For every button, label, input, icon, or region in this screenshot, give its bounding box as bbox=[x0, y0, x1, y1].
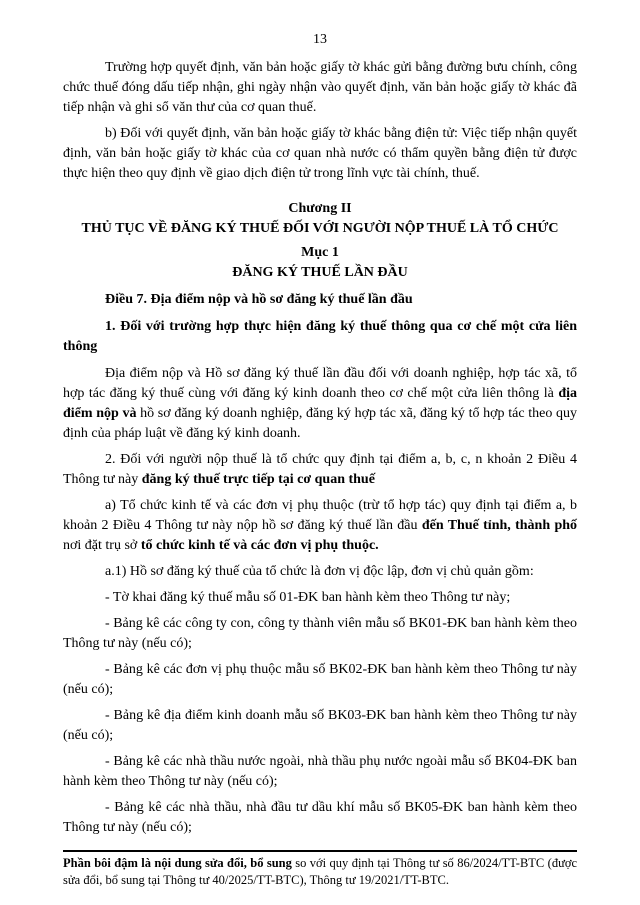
text-run: - Bảng kê các đơn vị phụ thuộc mẫu số BK02-ĐK ban hành kèm theo Thông tư này (nếu có); bbox=[63, 662, 577, 697]
text-run: - Tờ khai đăng ký thuế mẫu số 01-ĐK ban hành kèm theo Thông tư này; bbox=[105, 590, 511, 605]
text-run: đến Thuế tỉnh, thành phố bbox=[421, 518, 578, 533]
paragraph-body bbox=[63, 562, 577, 582]
paragraph-body bbox=[63, 58, 577, 118]
text-run: đăng ký thuế trực tiếp tại cơ quan thuế bbox=[141, 472, 375, 487]
text-run: Điều 7. Địa điểm nộp và hồ sơ đăng ký thuế lần đầu bbox=[105, 292, 413, 307]
text-run: tổ chức kinh tế và các đơn vị phụ thuộc. bbox=[140, 538, 379, 553]
paragraph-body bbox=[63, 660, 577, 700]
text-run: - Bảng kê địa điểm kinh doanh mẫu số BK03-ĐK ban hành kèm theo Thông tư này (nếu có); bbox=[63, 708, 577, 743]
paragraph-body bbox=[63, 752, 577, 792]
text-run: địa điểm nộp và bbox=[63, 386, 577, 421]
text-run: - Bảng kê các nhà thầu nước ngoài, nhà thầu phụ nước ngoài mẫu số BK04-ĐK ban hành kèm theo Thông tư này (nếu có); bbox=[63, 754, 577, 789]
text-run: THỦ TỤC VỀ ĐĂNG KÝ THUẾ ĐỐI VỚI NGƯỜI NỘP THUẾ LÀ TỔ CHỨC bbox=[81, 221, 559, 236]
paragraph-body bbox=[63, 706, 577, 746]
text-run: - Bảng kê các công ty con, công ty thành viên mẫu số BK01-ĐK ban hành kèm theo Thông tư này (nếu có); bbox=[63, 616, 577, 651]
text-run: - Bảng kê các nhà thầu, nhà đầu tư dầu khí mẫu số BK05-ĐK ban hành kèm theo Thông tư này (nếu có); bbox=[63, 800, 577, 835]
paragraph-body bbox=[63, 496, 577, 556]
text-run: Trường hợp quyết định, văn bản hoặc giấy tờ khác gửi bằng đường bưu chính, công chức thuế đóng dấu tiếp nhận, ghi ngày nhận vào quyết định, văn bản hoặc giấy tờ khác đã tiếp nhận và ghi sổ văn thư của cơ quan thuế. bbox=[63, 60, 577, 115]
text-run: b) Đối với quyết định, văn bản hoặc giấy tờ khác bằng điện tử: Việc tiếp nhận quyết định, văn bản hoặc giấy tờ khác của cơ quan nhà nước có thẩm quyền bằng điện tử được thực hiện theo quy định về giao dịch điện tử trong lĩnh vực tài chính, thuế. bbox=[63, 126, 577, 181]
text-run: Phần bôi đậm là nội dung sửa đổi, bổ sung bbox=[63, 856, 292, 870]
paragraph-body bbox=[63, 614, 577, 654]
text-run: 1. Đối với trường hợp thực hiện đăng ký thuế thông qua cơ chế một cửa liên thông bbox=[63, 319, 577, 354]
paragraph-body bbox=[63, 450, 577, 490]
paragraph-section-label bbox=[63, 243, 577, 263]
text-run: 2. Đối với người nộp thuế là tổ chức quy định tại điểm a, b, c, n khoản 2 Điều 4 Thông tư này bbox=[63, 452, 577, 487]
text-run: Địa điểm nộp và Hồ sơ đăng ký thuế lần đầu đối với doanh nghiệp, hợp tác xã, tổ hợp tác đăng ký thuế cùng với đăng ký kinh doanh theo cơ chế một cửa liên thông là bbox=[63, 366, 577, 401]
paragraph-section-title bbox=[63, 263, 577, 283]
paragraph-article bbox=[63, 290, 577, 310]
paragraph-body bbox=[63, 798, 577, 838]
text-run: so với quy định tại Thông tư số 86/2024/TT-BTC (được sửa đổi, bổ sung tại Thông tư 40/2025/TT-BTC), Thông tư 19/2021/TT-BTC. bbox=[63, 856, 578, 887]
paragraph-chapter-title bbox=[63, 219, 577, 239]
text-run: ĐĂNG KÝ THUẾ LẦN ĐẦU bbox=[232, 265, 408, 280]
text-run: Chương II bbox=[288, 201, 352, 216]
document-body bbox=[63, 58, 577, 844]
text-run: nơi đặt trụ sở bbox=[63, 538, 141, 553]
page-number: 13 bbox=[313, 32, 327, 47]
paragraph-clause bbox=[63, 317, 577, 357]
text-run: a) Tổ chức kinh tế và các đơn vị phụ thuộc (trừ tổ hợp tác) quy định tại điểm a, b khoản 2 Điều 4 Thông tư này nộp hồ sơ đăng ký thuế lần đầu bbox=[63, 498, 577, 533]
paragraph-chapter-label bbox=[63, 199, 577, 219]
footnote bbox=[63, 850, 577, 889]
footnote-text bbox=[63, 855, 577, 889]
text-run: Mục 1 bbox=[301, 245, 339, 260]
text-run: hồ sơ đăng ký doanh nghiệp, đăng ký hợp tác xã, đăng ký tổ hợp tác theo quy định của pháp luật về đăng ký kinh doanh. bbox=[63, 406, 577, 441]
paragraph-body bbox=[63, 124, 577, 184]
paragraph-body bbox=[63, 588, 577, 608]
paragraph-body bbox=[63, 364, 577, 444]
text-run: a.1) Hồ sơ đăng ký thuế của tổ chức là đơn vị độc lập, đơn vị chủ quản gồm: bbox=[105, 564, 534, 579]
